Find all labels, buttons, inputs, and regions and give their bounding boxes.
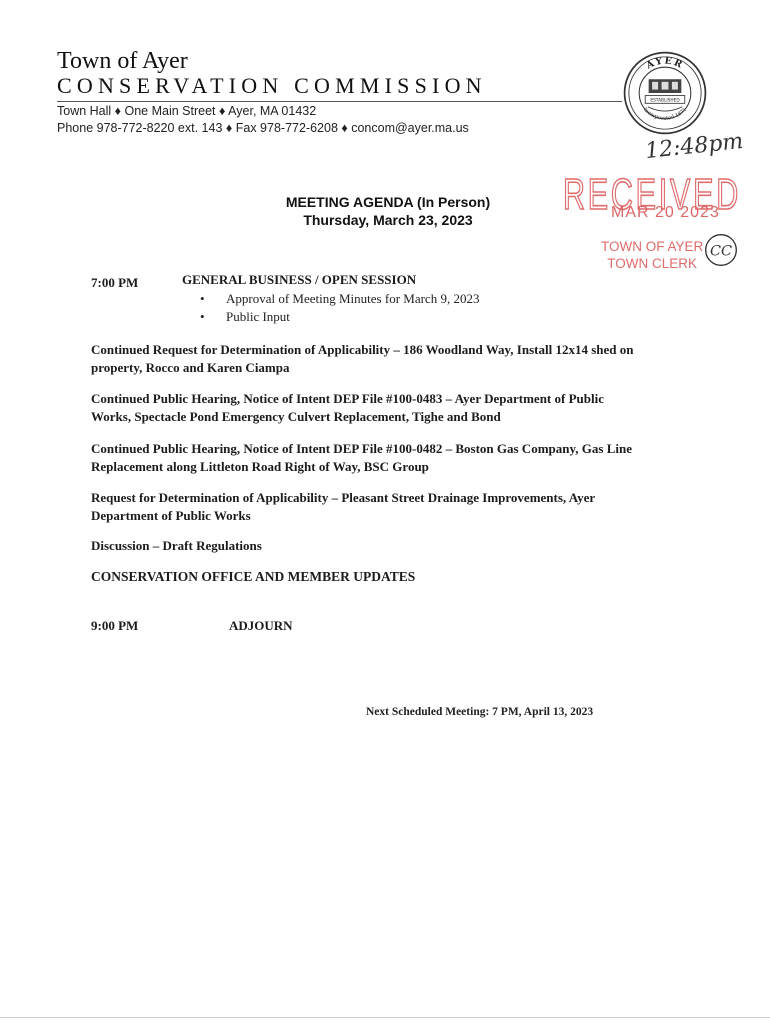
agenda-title: MEETING AGENDA (In Person): [285, 194, 491, 210]
agenda-item-line: Works, Spectacle Pond Emergency Culvert Replacement, Tighe and Bond: [91, 409, 501, 424]
town-seal-icon: [622, 50, 708, 136]
clerk-office: [601, 238, 703, 272]
received-date: MAR 20 2023: [611, 204, 720, 221]
adjourn-label: ADJOURN: [229, 618, 293, 633]
agenda-item: [91, 390, 604, 426]
agenda-item-line: Continued Request for Determination of Applicability – 186 Woodland Way, Install 12x14 shed on: [91, 342, 634, 357]
agenda-item-line: Department of Public Works: [91, 508, 251, 523]
clerk-office-line2: TOWN CLERK: [607, 256, 698, 271]
agenda-item-line: Continued Public Hearing, Notice of Intent DEP File #100-0482 – Boston Gas Company, Gas Line: [91, 441, 632, 456]
agenda-item: [91, 537, 262, 555]
town-name: Town of Ayer: [57, 48, 188, 74]
commission-name: CONSERVATION COMMISSION: [57, 73, 487, 98]
agenda-item-line: property, Rocco and Karen Ciampa: [91, 360, 290, 375]
updates-heading: CONSERVATION OFFICE AND MEMBER UPDATES: [91, 569, 416, 584]
agenda-item: [91, 440, 632, 476]
agenda-item-line: Request for Determination of Applicability – Pleasant Street Drainage Improvements, Ayer: [91, 490, 596, 505]
contact-line: Phone 978-772-8220 ext. 143 ♦ Fax 978-772-6208 ♦ concom@ayer.ma.us: [57, 121, 469, 135]
scan-edge: [0, 1017, 770, 1018]
received-text: RECEIVED: [563, 170, 741, 219]
next-meeting: Next Scheduled Meeting: 7 PM, April 13, 2023: [366, 706, 594, 718]
address-line: Town Hall ♦ One Main Street ♦ Ayer, MA 01432: [57, 104, 317, 118]
clerk-initials: CC: [709, 243, 733, 260]
general-time: 7:00 PM: [91, 275, 139, 290]
clerk-office-line1: TOWN OF AYER: [601, 239, 704, 254]
handwritten-time: 12:48pm: [643, 128, 745, 165]
list-item: • Public Input: [200, 308, 479, 326]
agenda-title-block: [240, 193, 536, 229]
svg-text:AYER: [644, 55, 686, 71]
list-item: • Approval of Meeting Minutes for March 9, 2023: [200, 290, 479, 308]
agenda-item: [91, 489, 595, 525]
adjourn-time: 9:00 PM: [91, 618, 139, 633]
seal-top-text: AYER: [644, 55, 686, 72]
agenda-item: [91, 341, 633, 377]
agenda-item-line: Discussion – Draft Regulations: [91, 538, 262, 553]
seal-bottom-text: Incorporated 1871: [641, 106, 689, 122]
agenda-item-line: Replacement along Littleton Road Right of Way, BSC Group: [91, 459, 429, 474]
header-rule: [57, 101, 622, 102]
general-heading: GENERAL BUSINESS / OPEN SESSION: [182, 272, 417, 287]
agenda-date: Thursday, March 23, 2023: [303, 212, 473, 228]
svg-text:Incorporated 1871: [642, 107, 688, 122]
agenda-item-line: Continued Public Hearing, Notice of Intent DEP File #100-0483 – Ayer Department of Public: [91, 391, 604, 406]
general-bullet-list: [200, 290, 479, 326]
clerk-initials-icon: [703, 232, 739, 268]
seal-ribbon-text: ESTABLISHED: [650, 98, 680, 104]
